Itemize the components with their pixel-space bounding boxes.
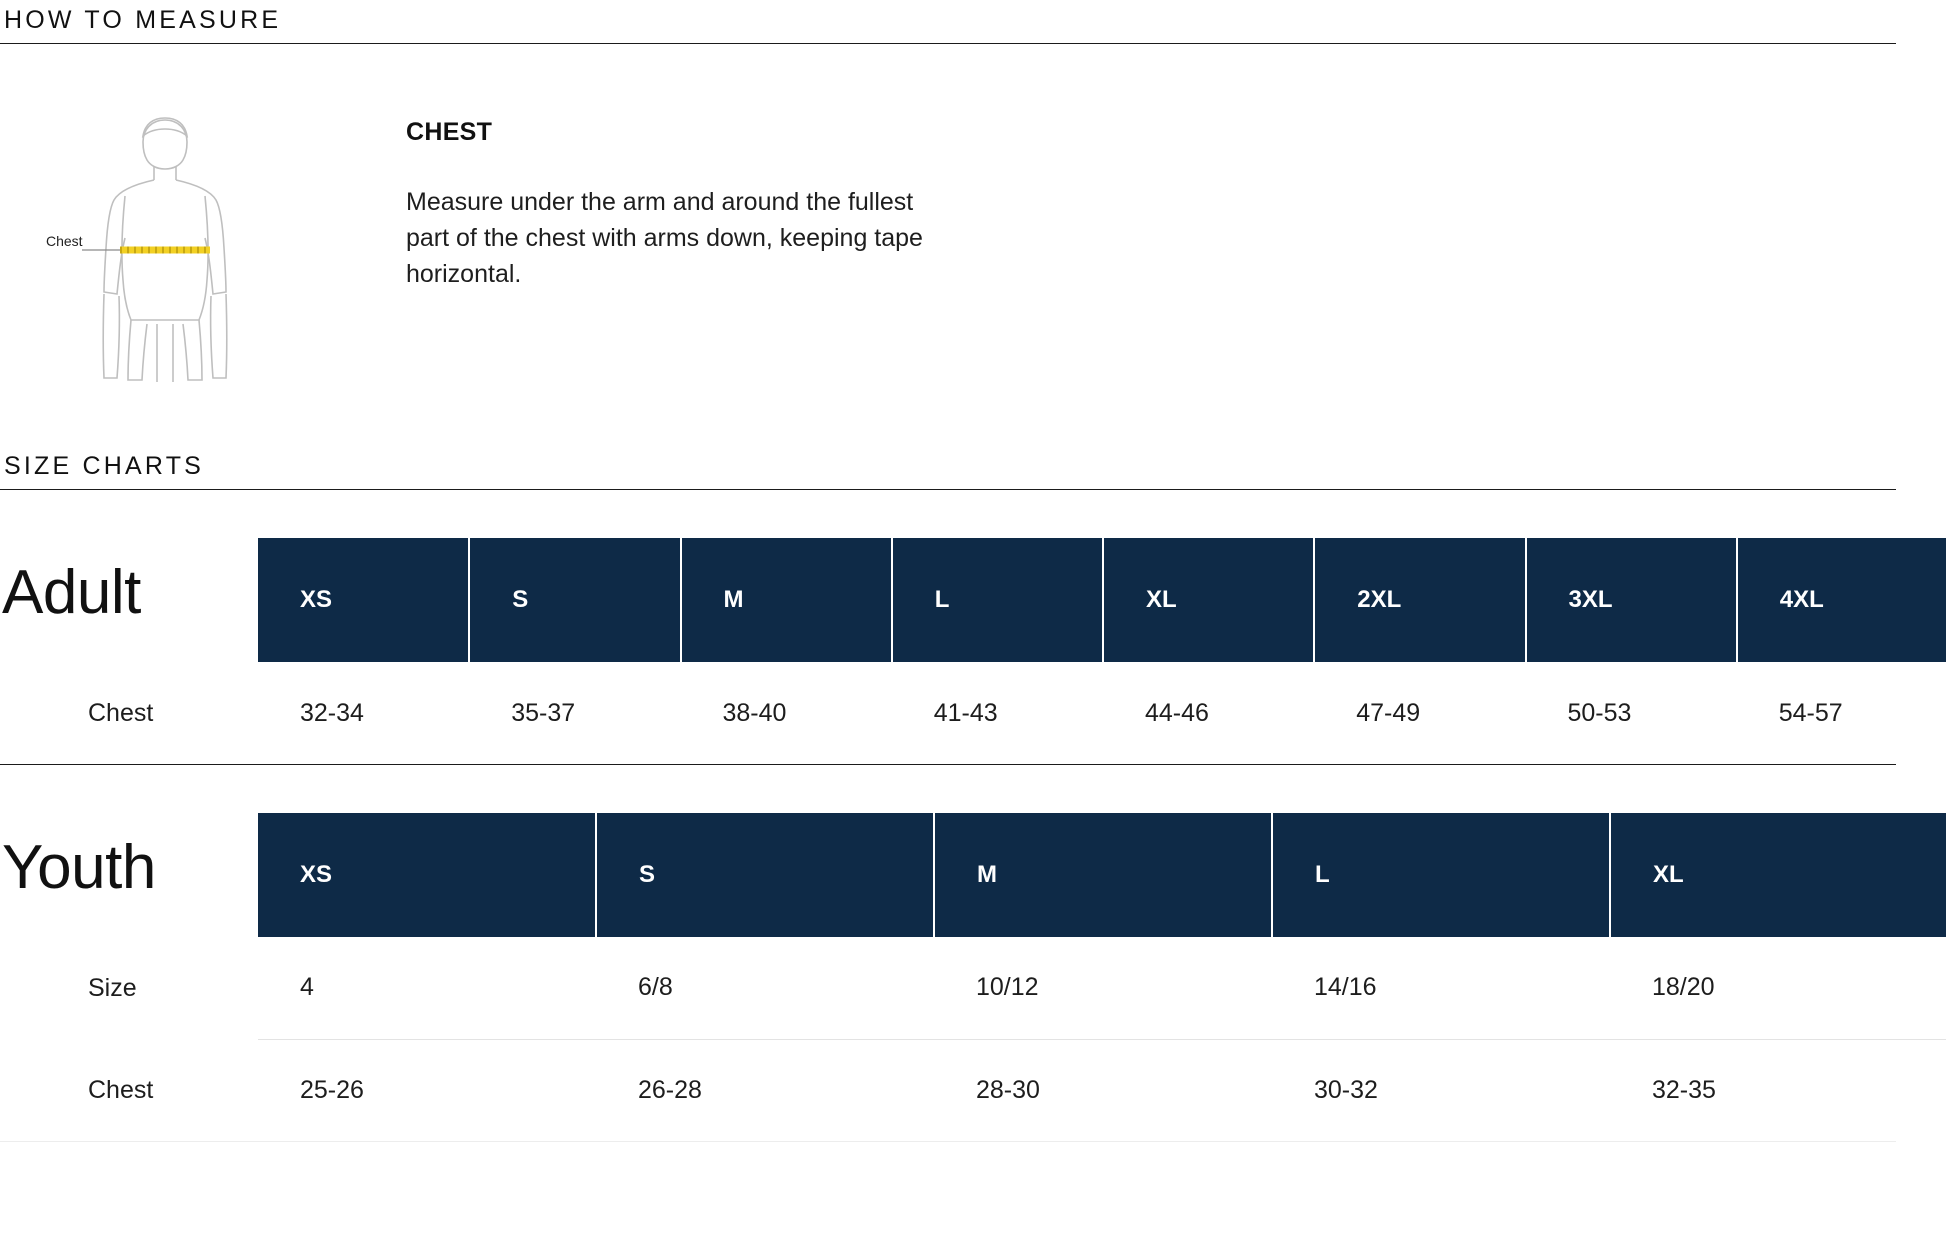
adult-table <box>258 538 1946 764</box>
youth-size-l: 14/16 <box>1272 937 1610 1039</box>
youth-row-label-chest: Chest <box>88 1076 154 1104</box>
table-row <box>258 937 1946 1039</box>
youth-chart-label: Youth <box>2 833 156 902</box>
youth-size-xl: 18/20 <box>1610 937 1946 1039</box>
adult-chest-2xl: 47-49 <box>1314 662 1525 764</box>
adult-header-row <box>258 538 1946 662</box>
youth-table-divider <box>0 1141 1896 1142</box>
figure-caption: Chest <box>46 233 83 249</box>
adult-col-xl: XL <box>1103 538 1314 662</box>
adult-col-l: L <box>892 538 1103 662</box>
youth-col-xs: XS <box>258 813 596 937</box>
youth-col-l: L <box>1272 813 1610 937</box>
youth-size-m: 10/12 <box>934 937 1272 1039</box>
youth-chest-xl: 32-35 <box>1610 1039 1946 1141</box>
adult-col-3xl: 3XL <box>1526 538 1737 662</box>
adult-col-s: S <box>469 538 680 662</box>
adult-row-labels <box>44 662 254 764</box>
youth-table-head <box>258 813 1946 937</box>
youth-size-xs: 4 <box>258 937 596 1039</box>
measure-title: CHEST <box>406 118 493 146</box>
youth-table <box>258 813 1946 1141</box>
size-charts-divider <box>0 489 1896 490</box>
adult-table-area <box>88 538 1946 764</box>
youth-header-row <box>258 813 1946 937</box>
adult-chest-xl: 44-46 <box>1103 662 1314 764</box>
adult-col-xs: XS <box>258 538 469 662</box>
adult-size-chart <box>0 538 1946 764</box>
adult-chest-m: 38-40 <box>681 662 892 764</box>
adult-col-m: M <box>681 538 892 662</box>
youth-row-labels <box>44 937 254 1141</box>
measure-body <box>0 44 1946 394</box>
table-row <box>258 662 1946 764</box>
youth-col-xl: XL <box>1610 813 1946 937</box>
adult-col-4xl: 4XL <box>1737 538 1946 662</box>
adult-chart-label: Adult <box>2 558 141 627</box>
table-row <box>258 1039 1946 1141</box>
youth-table-body <box>258 937 1946 1141</box>
how-to-measure-section <box>0 6 1946 394</box>
adult-table-divider <box>0 764 1896 765</box>
size-charts-heading: SIZE CHARTS <box>4 452 205 480</box>
measure-description: Measure under the arm and around the fullest part of the chest with arms down, keeping tape horizontal. <box>406 188 923 288</box>
youth-table-area <box>88 813 1946 1141</box>
youth-col-m: M <box>934 813 1272 937</box>
adult-table-body <box>258 662 1946 764</box>
youth-col-s: S <box>596 813 934 937</box>
youth-size-chart <box>0 813 1946 1141</box>
youth-row-label-size: Size <box>88 974 137 1002</box>
adult-chest-s: 35-37 <box>469 662 680 764</box>
chest-measurement-figure <box>24 104 296 394</box>
adult-chest-3xl: 50-53 <box>1526 662 1737 764</box>
adult-chest-l: 41-43 <box>892 662 1103 764</box>
how-to-measure-heading: HOW TO MEASURE <box>4 6 282 34</box>
size-guide-page <box>0 6 1946 1246</box>
youth-chest-s: 26-28 <box>596 1039 934 1141</box>
body-diagram-icon <box>24 104 296 394</box>
adult-row-label-chest: Chest <box>88 699 154 727</box>
youth-chest-l: 30-32 <box>1272 1039 1610 1141</box>
size-charts-section <box>0 452 1946 1142</box>
adult-chest-xs: 32-34 <box>258 662 469 764</box>
youth-chest-m: 28-30 <box>934 1039 1272 1141</box>
adult-table-head <box>258 538 1946 662</box>
adult-col-2xl: 2XL <box>1314 538 1525 662</box>
youth-size-s: 6/8 <box>596 937 934 1039</box>
youth-chest-xs: 25-26 <box>258 1039 596 1141</box>
measure-text <box>406 104 951 292</box>
adult-chest-4xl: 54-57 <box>1737 662 1946 764</box>
